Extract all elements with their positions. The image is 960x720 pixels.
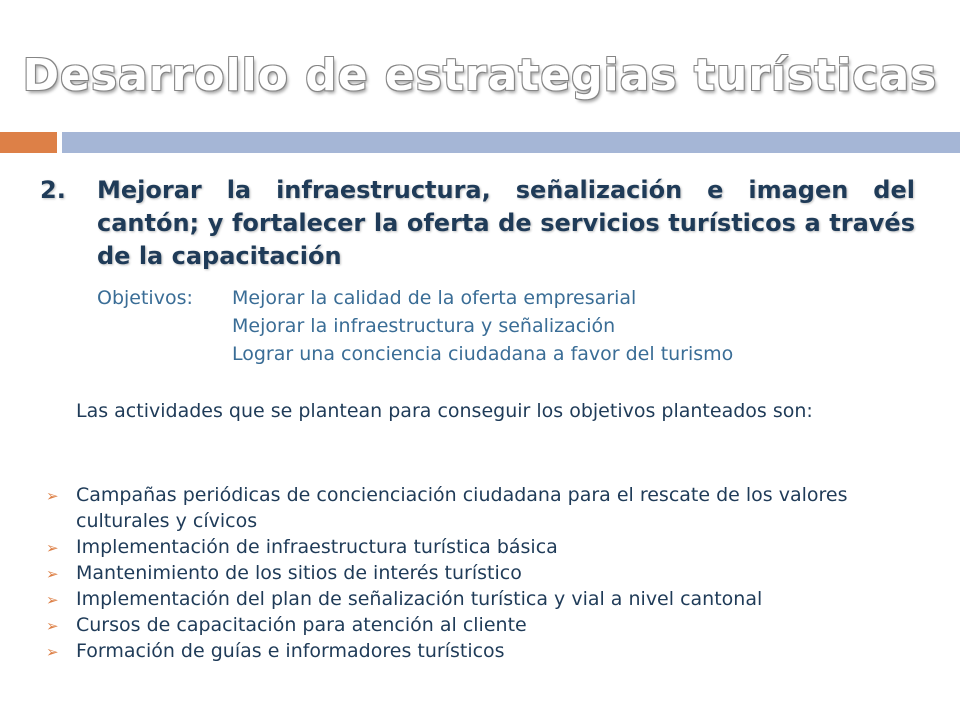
list-item (46, 612, 926, 638)
objectives-label: Objetivos: (97, 287, 193, 309)
arrow-bullet-icon: ➢ (46, 643, 59, 661)
list-item (46, 534, 926, 560)
list-item-text: Mantenimiento de los sitios de interés turístico (76, 562, 522, 584)
accent-bar (0, 132, 57, 153)
objective-item: Mejorar la calidad de la oferta empresarial (232, 287, 637, 309)
activities-list (46, 482, 926, 664)
list-item (46, 638, 926, 664)
list-item-text: Implementación del plan de señalización turística y vial a nivel cantonal (76, 588, 763, 610)
list-item (46, 586, 926, 612)
arrow-bullet-icon: ➢ (46, 539, 59, 557)
arrow-bullet-icon: ➢ (46, 617, 59, 635)
list-item-text: Campañas periódicas de concienciación ciudadana para el rescate de los valores culturales y cívicos (76, 484, 848, 532)
slide-title: Desarrollo de estrategias turísticas (22, 50, 938, 101)
strategy-heading (40, 174, 915, 273)
objective-item: Mejorar la infraestructura y señalización (232, 315, 616, 337)
list-item (46, 560, 926, 586)
objectives-list (232, 284, 733, 368)
arrow-bullet-icon: ➢ (46, 565, 59, 583)
activities-intro: Las actividades que se plantean para conseguir los objetivos planteados son: (76, 400, 813, 422)
strategy-number: 2. (40, 176, 66, 204)
list-item-text: Formación de guías e informadores turísticos (76, 640, 505, 662)
arrow-bullet-icon: ➢ (46, 591, 59, 609)
list-item (46, 482, 926, 534)
list-item-text: Cursos de capacitación para atención al cliente (76, 614, 527, 636)
strategy-text: Mejorar la infraestructura, señalización e imagen del cantón; y fortalecer la oferta de servicios turísticos a través de la capacitación (97, 176, 915, 270)
list-item-text: Implementación de infraestructura turística básica (76, 536, 558, 558)
objective-item: Lograr una conciencia ciudadana a favor del turismo (232, 343, 734, 365)
header-bar (62, 132, 960, 153)
arrow-bullet-icon: ➢ (46, 487, 59, 505)
